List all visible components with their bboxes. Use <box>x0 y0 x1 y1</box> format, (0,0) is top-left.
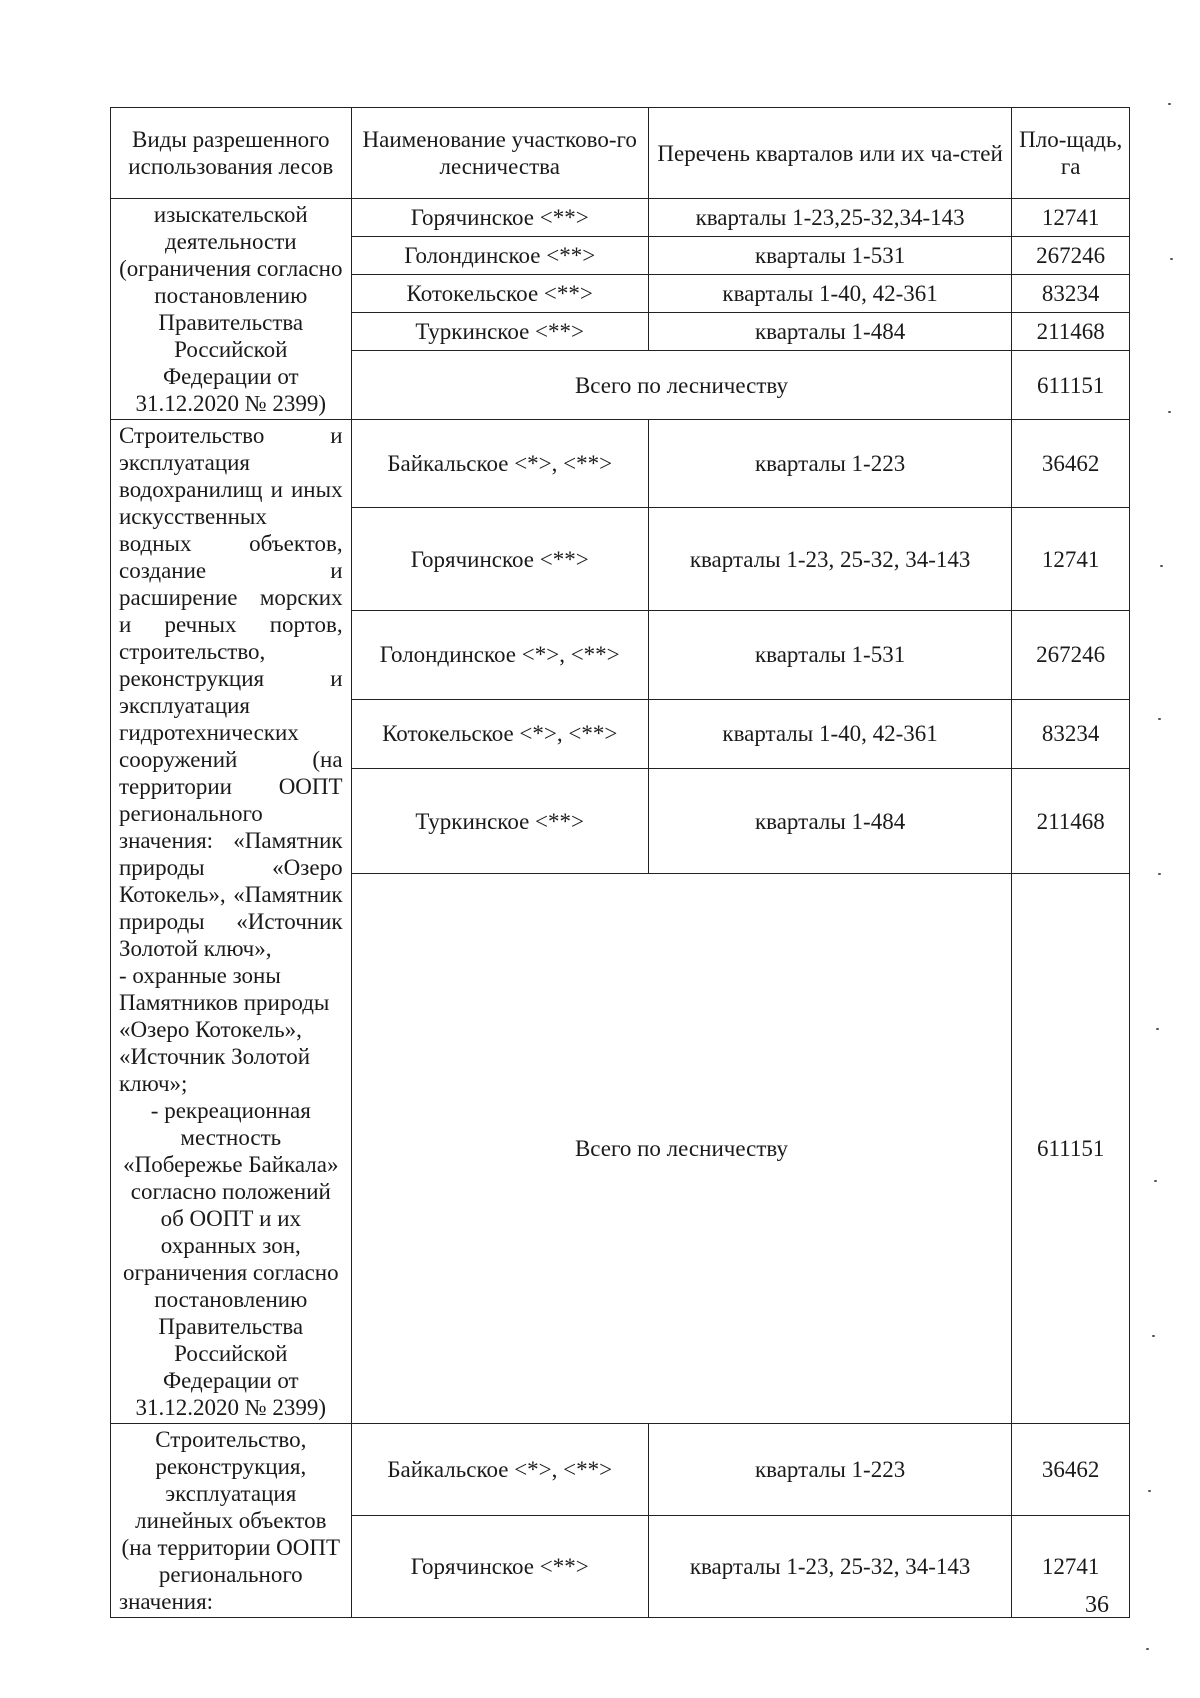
use-type-cell: Строительство, реконструкция, эксплуатация линейных объектов (на территории ООПТ регионального значения: <box>111 1424 352 1618</box>
table-row <box>111 199 1130 237</box>
header-area: Пло-щадь, га <box>1012 108 1130 199</box>
area-value: 36462 <box>1012 420 1130 508</box>
forestry-name: Голондинское <**> <box>351 237 648 275</box>
use-type-text: Строительство и эксплуатация водохранилищ и иных искусственных водных объектов, создание и расширение морских и речных портов, строительство, реконструкция и эксплуатация гидротехнических сооружений (на территории ООПТ регионального значения: «Памятник природы «Озеро Котокель», «Памятник природы «Источник Золотой ключ», <box>119 423 343 961</box>
quarters-list: кварталы 1-23, 25-32, 34-143 <box>648 1516 1012 1618</box>
scan-speck <box>1148 1490 1151 1492</box>
total-area: 611151 <box>1012 351 1130 420</box>
quarters-list: кварталы 1-531 <box>648 611 1012 699</box>
area-value: 267246 <box>1012 611 1130 699</box>
forestry-name: Горячинское <**> <box>351 199 648 237</box>
area-value: 12741 <box>1012 1516 1130 1618</box>
forestry-name: Туркинское <**> <box>351 769 648 874</box>
forestry-name: Котокельское <*>, <**> <box>351 699 648 769</box>
page-number: 36 <box>1085 1592 1109 1618</box>
area-value: 12741 <box>1012 508 1130 611</box>
total-area: 611151 <box>1012 874 1130 1424</box>
area-value: 36462 <box>1012 1424 1130 1516</box>
header-use-type: Виды разрешенного использования лесов <box>111 108 352 199</box>
forestry-name: Котокельское <**> <box>351 275 648 313</box>
header-row <box>111 108 1130 199</box>
total-label: Всего по лесничеству <box>351 874 1012 1424</box>
table-row <box>111 1424 1130 1516</box>
area-value: 83234 <box>1012 275 1130 313</box>
header-forestry-name: Наименование участково-го лесничества <box>351 108 648 199</box>
quarters-list: кварталы 1-40, 42-361 <box>648 275 1012 313</box>
quarters-list: кварталы 1-40, 42-361 <box>648 699 1012 769</box>
total-label: Всего по лесничеству <box>351 351 1012 420</box>
scan-speck <box>1168 103 1171 105</box>
quarters-list: кварталы 1-223 <box>648 1424 1012 1516</box>
forestry-name: Туркинское <**> <box>351 313 648 351</box>
area-value: 12741 <box>1012 199 1130 237</box>
forestry-name: Горячинское <**> <box>351 1516 648 1618</box>
use-type-text-recreation: - рекреационная местность «Побережье Байкала» согласно положений об ООПТ и их охранных зон, ограничения согласно постановлению Правительства Российской Федерации от 31.12.2020 № 2399) <box>122 1098 339 1420</box>
area-value: 83234 <box>1012 699 1130 769</box>
use-type-text-protected-zones: - охранные зоны Памятников природы «Озеро Котокель», «Источник Золотой ключ»; <box>119 963 330 1096</box>
quarters-list: кварталы 1-23,25-32,34-143 <box>648 199 1012 237</box>
header-quarters: Перечень кварталов или их ча-стей <box>648 108 1012 199</box>
quarters-list: кварталы 1-484 <box>648 769 1012 874</box>
scan-speck <box>1158 718 1161 720</box>
quarters-list: кварталы 1-23, 25-32, 34-143 <box>648 508 1012 611</box>
scan-speck <box>1170 258 1173 260</box>
scan-speck <box>1168 411 1171 413</box>
scan-speck <box>1158 873 1161 875</box>
use-type-cell <box>111 420 352 1424</box>
table-row <box>111 420 1130 508</box>
scan-speck <box>1160 565 1163 567</box>
forest-use-table <box>110 107 1130 1618</box>
forestry-name: Байкальское <*>, <**> <box>351 420 648 508</box>
area-value: 211468 <box>1012 769 1130 874</box>
forestry-name: Байкальское <*>, <**> <box>351 1424 648 1516</box>
scan-speck <box>1156 1028 1159 1030</box>
scan-speck <box>1146 1648 1149 1650</box>
area-value: 211468 <box>1012 313 1130 351</box>
quarters-list: кварталы 1-223 <box>648 420 1012 508</box>
use-type-cell: изыскательской деятельности (ограничения согласно постановлению Правительства Российской Федерации от 31.12.2020 № 2399) <box>111 199 352 420</box>
scan-speck <box>1152 1335 1155 1337</box>
scan-speck <box>1154 1180 1157 1182</box>
forestry-name: Голондинское <*>, <**> <box>351 611 648 699</box>
quarters-list: кварталы 1-484 <box>648 313 1012 351</box>
quarters-list: кварталы 1-531 <box>648 237 1012 275</box>
area-value: 267246 <box>1012 237 1130 275</box>
forestry-name: Горячинское <**> <box>351 508 648 611</box>
